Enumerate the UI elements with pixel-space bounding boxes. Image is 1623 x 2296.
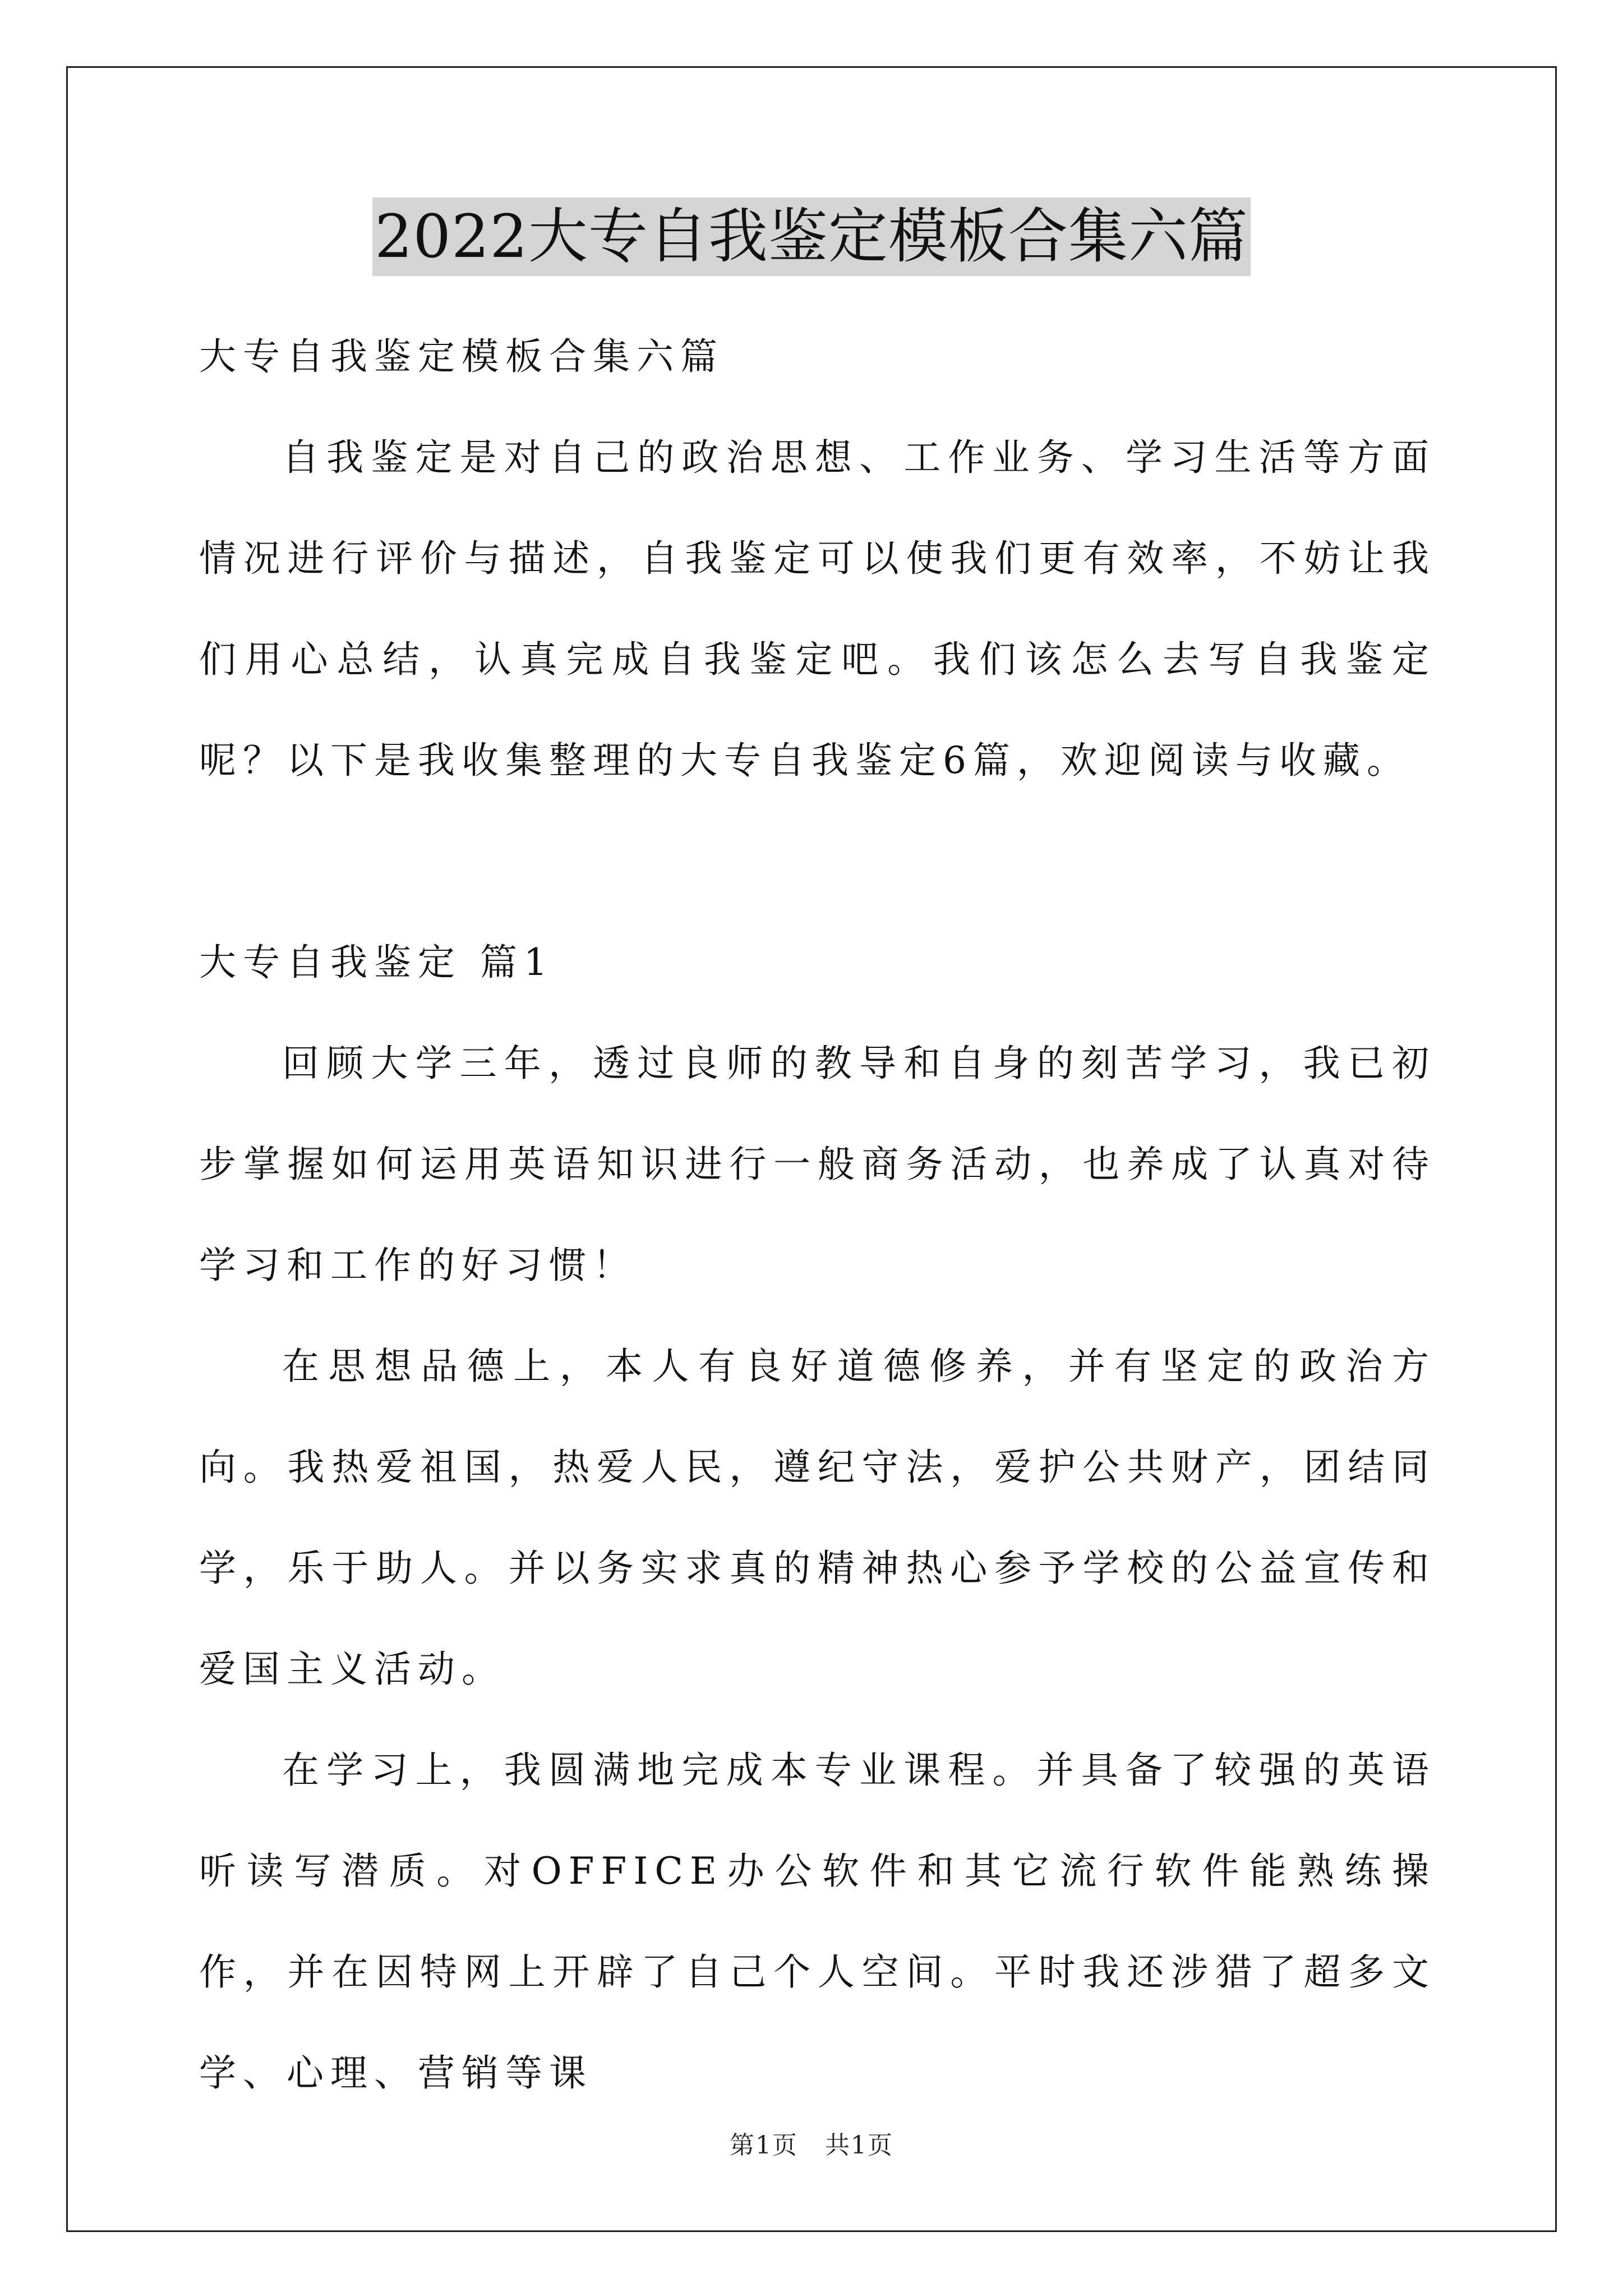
document-body xyxy=(199,306,1436,2124)
page-footer xyxy=(0,2129,1623,2162)
body-paragraph-1: 回顾大学三年，透过良师的教导和自身的刻苦学习，我已初步掌握如何运用英语知识进行一般商务活动，也养成了认真对待学习和工作的好习惯！ xyxy=(199,1042,1436,1287)
intro-paragraph: 自我鉴定是对自己的政治思想、工作业务、学习生活等方面情况进行评价与描述，自我鉴定可以使我们更有效率，不妨让我们用心总结，认真完成自我鉴定吧。我们该怎么去写自我鉴定呢？以下是我收集整理的大专自我鉴定6篇，欢迎阅读与收藏。 xyxy=(199,436,1436,782)
document-title: 2022大专自我鉴定模板合集六篇 xyxy=(372,197,1251,276)
page-number: 第1页 共1页 xyxy=(730,2131,893,2160)
title-container xyxy=(0,197,1623,276)
document-subtitle: 大专自我鉴定模板合集六篇 xyxy=(199,335,724,378)
body-paragraph-2: 在思想品德上，本人有良好道德修养，并有坚定的政治方向。我热爱祖国，热爱人民，遵纪守法，爱护公共财产，团结同学，乐于助人。并以务实求真的精神热心参予学校的公益宣传和爱国主义活动。 xyxy=(199,1345,1436,1691)
body-paragraph-3: 在学习上，我圆满地完成本专业课程。并具备了较强的英语听读写潜质。对OFFICE办公软件和其它流行软件能熟练操作，并在因特网上开辟了自己个人空间。平时我还涉猎了超多文学、心理、营销等课 xyxy=(199,1749,1436,2095)
section-heading: 大专自我鉴定 篇1 xyxy=(199,941,554,984)
